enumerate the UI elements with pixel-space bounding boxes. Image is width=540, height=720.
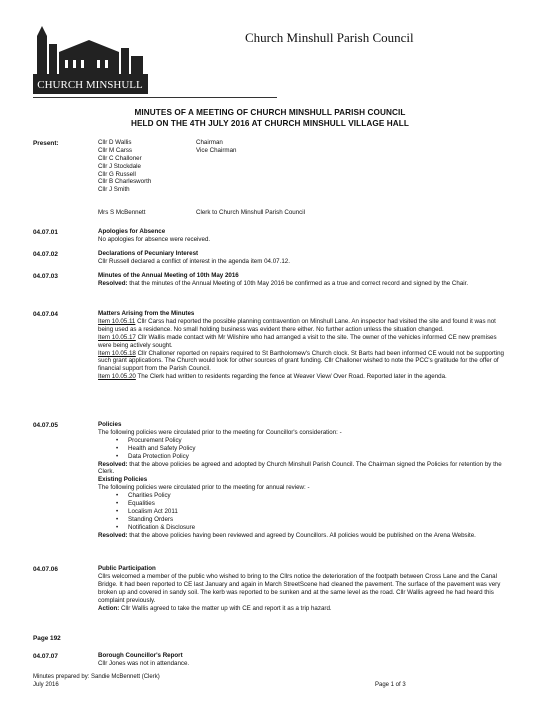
list-item: • Equalities [116,500,508,508]
item-annual-minutes [98,272,508,288]
item-number: 04.07.02 [33,251,58,258]
minutes-subtitle: HELD ON THE 4TH JULY 2016 AT CHURCH MINSHULL VILLAGE HALL [130,119,410,128]
policy-list [98,437,508,461]
item-number: 04.07.07 [33,653,58,660]
member-name: Cllr B Charlesworth [98,178,152,186]
member-name: Cllr M Carss [98,146,133,154]
present-label: Present: [33,140,59,147]
resolved-label: Resolved: [98,279,128,287]
item-policies: Policies The following policies were circulated prior to the meeting for Councillor's consideration: - • Procurement Policy • Health and Safety Policy • Data Protection Policy Resolved: that the above policies be agreed and adopted by Church Minshull Parish Council. The Chairman signed the Policies for retention by the Clerk. Existing Policies The following policies were circulated prior to the meeting for annual review: - • Charities Policy • Equalities • Localism Act 2011 • Standing Orders • Notification & Disclosure Resolved: that the above policies having been reviewed and agreed by Councillors. All policies would be published on the Arena Website. [98,421,508,540]
member-role: Chairman [196,139,223,146]
header-divider [33,97,277,98]
item-text: No apologies for absence were received. [98,235,211,243]
list-item: • Standing Orders [116,516,508,524]
list-item: • Localism Act 2011 [116,508,508,516]
item-declarations [98,250,508,266]
item-text: that the minutes of the Annual Meeting of 10th May 2016 be confirmed as a true and correct record and signed by the Chair. [127,279,469,287]
item-text: The following policies were circulated prior to the meeting for annual review: - [98,484,310,492]
footer-date: July 2016 [33,682,59,688]
footer-prepared: Minutes prepared by: Sandie McBennett (Clerk) [33,674,160,680]
list-item: • Health and Safety Policy [116,445,508,453]
item-number: 04.07.06 [33,566,58,573]
minutes-title: MINUTES OF A MEETING OF CHURCH MINSHULL PARISH COUNCIL [134,108,406,117]
item-heading: Borough Councillor's Report [98,652,183,659]
existing-policy-list [98,492,508,532]
clerk-line [98,209,306,217]
item-number: 04.07.05 [33,422,58,429]
item-text: Cllr Jones was not in attendance. [98,659,190,667]
list-item: • Data Protection Policy [116,453,508,461]
church-minshull-logo [33,22,148,94]
sub-heading: Existing Policies [98,476,148,484]
item-heading: Minutes of the Annual Meeting of 10th May 2016 [98,272,239,279]
council-name: Church Minshull Parish Council [245,30,414,45]
list-item: • Procurement Policy [116,437,508,445]
item-ref: Item 10.05.17 [98,333,136,341]
resolved-label: Resolved: [98,531,128,539]
item-heading: Policies [98,421,122,428]
item-heading: Apologies for Absence [98,228,166,235]
item-apologies [98,228,508,244]
resolved-label: Resolved: [98,460,128,468]
item-text: The following policies were circulated prior to the meeting for Councillor's consideration: - [98,428,342,436]
list-item: • Notification & Disclosure [116,524,508,532]
item-number: 04.07.03 [33,273,58,280]
action-label: Action: [98,604,120,612]
member-role: Vice Chairman [196,146,237,154]
member-name: Cllr C Challoner [98,154,142,162]
item-borough-report [98,652,508,668]
item-public-participation: Public Participation Cllrs welcomed a member of the public who wished to bring to the Cllrs notice the deterioration of the footpath between Cross Lane and the Canal Bridge. It had been reported to CE last January and again in March StreetScene had cleaned the pavement. The surface of the pavement was very broken up and covered in sandy soil. The kerb was reported to be sunken and at the same level as the road. Cllr Wallis agreed he had heard this complaint previously. Action: Cllr Wallis agreed to take the matter up with CE and report it as a trip hazard. [98,565,508,612]
member-name: Cllr J Stockdale [98,162,141,170]
member-name: Cllr D Wallis [98,139,132,146]
clerk-name: Mrs S McBennett [98,209,146,216]
member-name: Cllr G Russell [98,170,136,178]
footer-page: Page 1 of 3 [375,682,406,688]
present-list [98,139,237,194]
member-name: Cllr J Smith [98,186,130,194]
item-ref: Item 10.05.18 [98,349,136,357]
item-heading: Declarations of Pecuniary Interest [98,250,199,257]
page-marker: Page 192 [33,635,61,642]
item-ref: Item 10.05.11 [98,317,136,325]
item-text: Cllr Russell declared a conflict of interest in the agenda item 04.07.12. [98,257,290,265]
item-number: 04.07.01 [33,229,58,236]
list-item: • Charities Policy [116,492,508,500]
item-matters-arising: Matters Arising from the Minutes Item 10.05.11 Cllr Carss had reported the possible planning contravention on Minshull Lane. An inspector had visited the site and found it was not being used as a residence. No small holding business was evident there either. No further action unless the situation changed. Item 10.05.17 Cllr Wallis made contact with Mr Wilshire who had arranged a visit to the site. The owner of the vehicles informed CE new premises were being actively sought. Item 10.05.18 Cllr Challoner reported on repairs required to St Bartholomew's Church clock. St Barts had been informed CE would not be supporting such grant applications. The Church would look for other sources of grant funding. Cllr Challoner wished to note the PCC's gratitude for the offer of financial support from the Parish Council. Item 10.05.20 The Clerk had written to residents regarding the fence at Weaver View/ Over Road. Reported later in the agenda. [98,310,508,381]
clerk-role: Clerk to Church Minshull Parish Council [196,209,306,216]
item-number: 04.07.04 [33,311,58,318]
item-heading: Public Participation [98,565,156,572]
logo-text: CHURCH MINSHULL [37,79,143,91]
item-heading: Matters Arising from the Minutes [98,310,195,317]
item-text: Cllrs welcomed a member of the public who wished to bring to the Cllrs notice the deterioration of the footpath between Cross Lane and the Canal Bridge. It had been reported to CE last January and again in March StreetScene had cleaned the pavement. The surface of the pavement was very broken up and covered in sandy soil. The kerb was reported to be sunken and at the same level as the road. Cllr Wallis agreed he had heard this complaint previously. [98,572,501,604]
item-ref: Item 10.05.20 [98,373,136,381]
